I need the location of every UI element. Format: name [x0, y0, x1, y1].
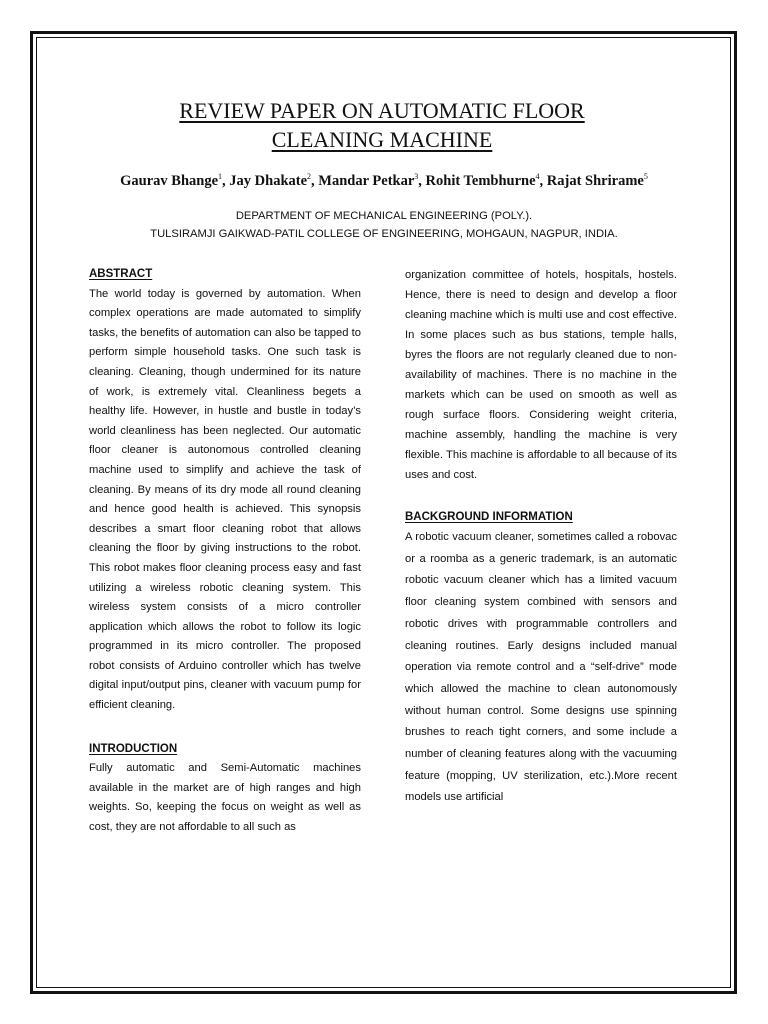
affiliation — [60, 207, 708, 243]
affiliation-college: TULSIRAMJI GAIKWAD-PATIL COLLEGE OF ENGINEERING, MOHGAUN, NAGPUR, INDIA. — [150, 228, 618, 240]
introduction-text-right: organization committee of hotels, hospitals, hostels. Hence, there is need to design and develop a floor cleaning machine which is multi use and cost effective. In some places such as bus stations, temple halls, byres the floors are not regularly cleaned due to non-availability of machines. There is no machine in the markets which can be used on smooth as well as rough surface floors. Considering weight criteria, machine assembly, handling the machine is very flexible. This machine is affordable to all because of its uses and cost. — [405, 269, 677, 481]
author-name: Mandar Petkar — [318, 173, 415, 189]
author-name: Jay Dhakate — [229, 173, 308, 189]
title-line-2: CLEANING MACHINE — [271, 127, 493, 152]
background-text: A robotic vacuum cleaner, sometimes called a robovac or a roomba as a generic trademark, is an automatic robotic vacuum cleaner which has a limited vacuum floor cleaning system combined with sensors and robotic drives with programmable controllers and cleaning routines. Early designs included manual operation via remote control and a “self-drive” mode which allowed the machine to clean autonomously without human control. Some designs use spinning brushes to reach tight corners, and some include a number of cleaning features along with the vacuuming feature (mopping, UV sterilization, etc.).More recent models use artificial — [405, 531, 677, 804]
left-column — [89, 265, 361, 838]
author-affiliation-mark: 2 — [307, 172, 312, 182]
background-heading: BACKGROUND INFORMATION — [405, 511, 573, 523]
author-name: Rohit Tembhurne — [425, 173, 536, 189]
abstract-heading: ABSTRACT — [89, 268, 153, 280]
author-list: Gaurav Bhange$^1$, Jay Dhakate$^2$, Mandar Petkar$^3$, Rohit Tembhurne$^4$, Rajat Shrirame$^5$ — [120, 172, 648, 189]
introduction-text-left: Fully automatic and Semi-Automatic machines available in the market are of high ranges and high weights. So, keeping the focus on weight as well as cost, they are not affordable to all such as — [89, 762, 361, 834]
introduction-heading: INTRODUCTION — [89, 742, 178, 755]
author-affiliation-mark: 5 — [643, 172, 648, 182]
section-gap — [89, 716, 361, 740]
author-affiliation-mark: 1 — [218, 172, 223, 182]
affiliation-department: DEPARTMENT OF MECHANICAL ENGINEERING (POLY.). — [235, 210, 533, 222]
author-name: Rajat Shrirame — [546, 173, 644, 189]
right-column — [405, 265, 677, 809]
author-affiliation-mark: 3 — [414, 172, 419, 182]
abstract-text: The world today is governed by automation. When complex operations are made automated to simplify tasks, the benefits of automation can also be tapped to perform simple household tasks. One such task is cleaning. Cleaning, though undermined for its nature of work, is extremely vital. Cleanliness begets a healthy life. However, in hustle and bustle in today’s world cleanliness has been neglected. Our automatic floor cleaner is autonomous controlled cleaning machine used to simplify and achieve the task of cleaning. By means of its dry mode all round cleaning and hence good health is achieved. This synopsis describes a smart floor cleaning robot that allows cleaning the floor by giving instructions to the robot. This robot makes floor cleaning process easy and fast utilizing a wireless robotic cleaning system. This wireless system consists of a micro controller application which allows the robot to follow its logic programmed in its micro controller. The proposed robot consists of Arduino controller which has twelve digital input/output pins, cleaner with vacuum pump for efficient cleaning. — [89, 287, 361, 712]
author-name: Gaurav Bhange — [120, 173, 219, 189]
author-affiliation-mark: 4 — [535, 172, 540, 182]
section-gap — [405, 485, 677, 507]
paper-title — [80, 96, 684, 154]
title-line-1: REVIEW PAPER ON AUTOMATIC FLOOR — [179, 98, 585, 123]
